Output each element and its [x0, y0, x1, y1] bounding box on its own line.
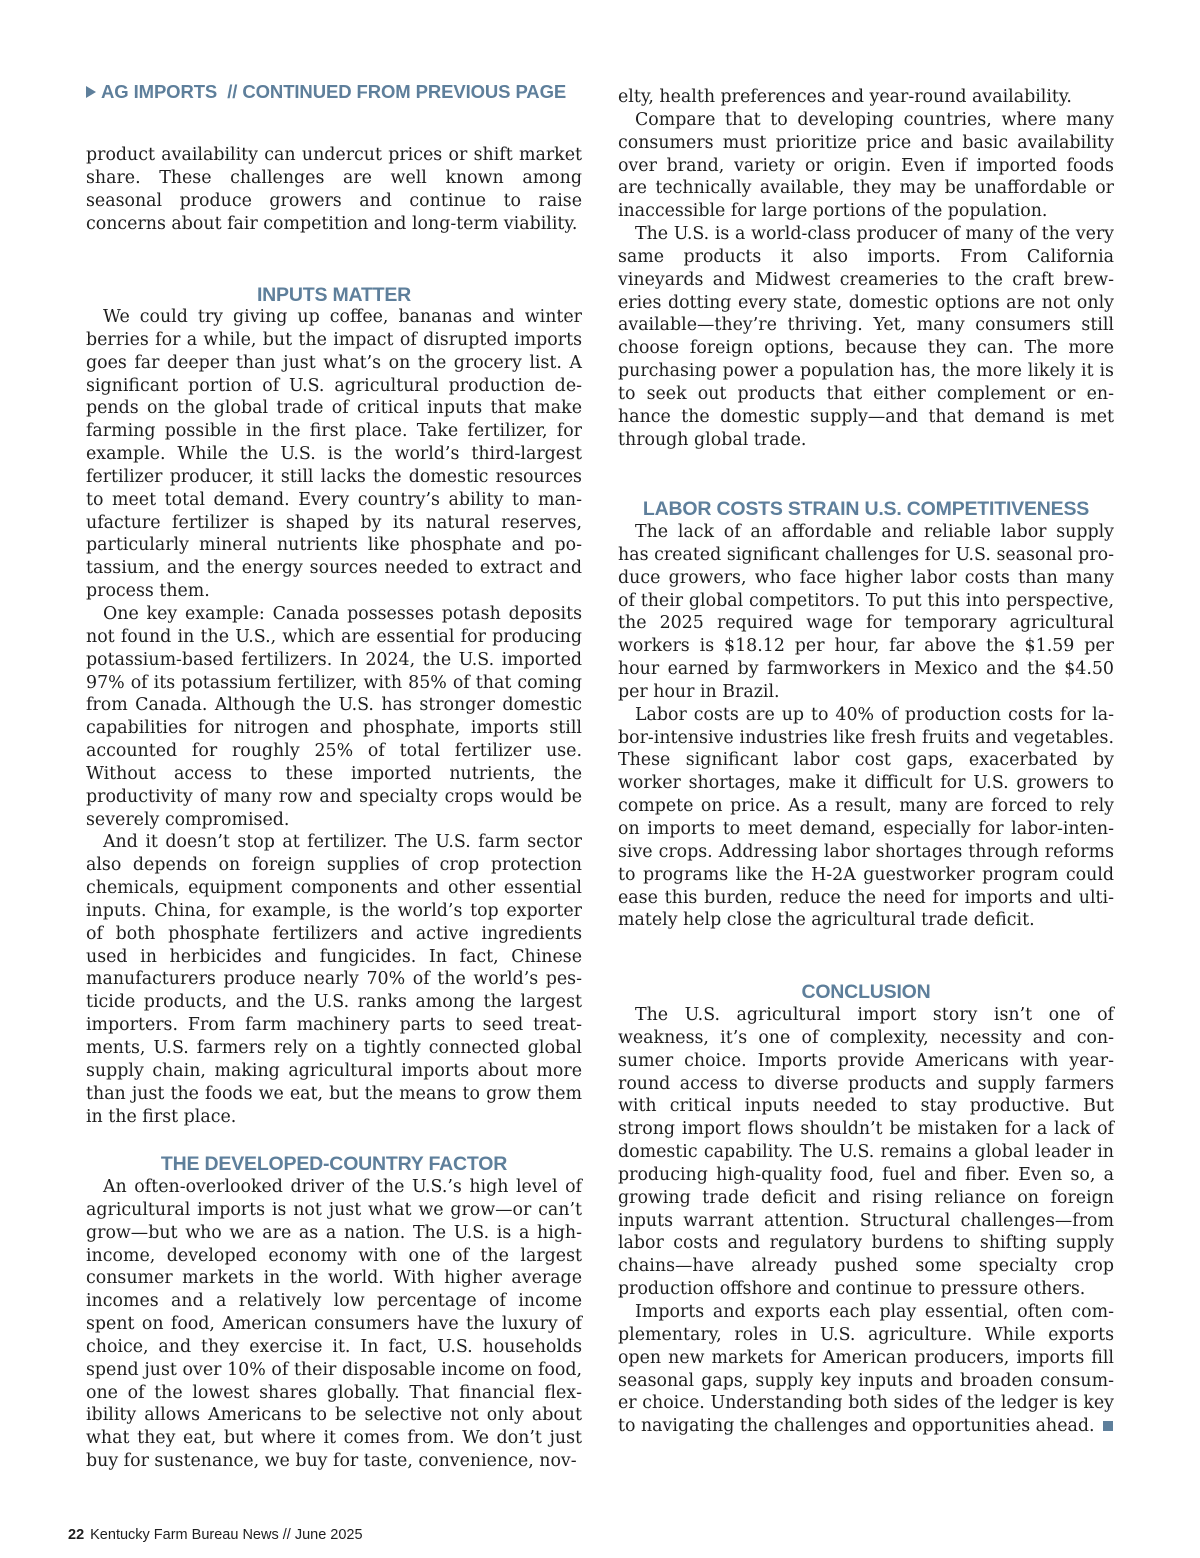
continued-header — [86, 81, 566, 103]
end-of-article-square-icon — [1103, 1421, 1113, 1431]
heading-conclusion: CONCLUSION — [801, 981, 931, 1003]
conclusion-paragraph-2-text: Imports and exports each play essential, often complementary, roles in U.S. agriculture. While exports open new markets for American producers, imports fill seasonal gaps, supply key inputs and broaden consumer choice. Understanding both sides of the ledger is key to navigating the challenges and opportunities ahead. — [618, 1301, 1114, 1437]
developed-paragraph-3: The U.S. is a world-class producer of many of the very same products it also imports. From California vineyards and Midwest creameries to the craft breweries dotting every state, domestic options are not only available—they’re thriving. Yet, many consumers still choose foreign options, because they can. The more purchasing power a population has, the more likely it is to seek out products that either complement or enhance the domestic supply—and that demand is met through global trade. — [618, 224, 1114, 450]
developed-paragraph-1-continued: elty, health preferences and year-round availability. — [618, 87, 1072, 107]
triangle-arrow-icon — [86, 86, 96, 98]
developed-body-right — [618, 86, 1114, 452]
developed-body-left — [86, 1176, 582, 1473]
inputs-paragraph-2: One key example: Canada possesses potash deposits not found in the U.S., which are essential for producing potassium-based fertilizers. In 2024, the U.S. imported 97% of its potassium fertilizer, with 85% of that coming from Canada. Although the U.S. has stronger domestic capabilities for nitrogen and phosphate, imports still accounted for roughly 25% of total fertilizer use. Without access to these imported nutrients, the productivity of many row and specialty crops would be severely compromised. — [86, 603, 582, 830]
conclusion-body — [618, 1004, 1114, 1438]
inputs-matter-body — [86, 306, 582, 1128]
conclusion-paragraph-1: The U.S. agricultural import story isn’t one of weakness, it’s one of complexity, necessity and consumer choice. Imports provide Americans with year-round access to diverse products and supply farmers with critical inputs needed to stay productive. But strong import flows shouldn’t be mistaken for a lack of domestic capability. The U.S. remains a global leader in producing high-quality food, fuel and fiber. Even so, a growing trade deficit and rising reliance on foreign inputs warrant attention. Structural challenges—from labor costs and regulatory burdens to shifting supply chains—have already pushed some specialty crop production offshore and continue to pressure others. — [618, 1005, 1114, 1300]
page-number: 22 — [68, 1527, 85, 1543]
continued-note: // CONTINUED FROM PREVIOUS PAGE — [227, 81, 567, 102]
labor-body — [618, 521, 1114, 932]
intro-paragraph: product availability can undercut prices or shift market share. These challenges are well known among seasonal produce growers and continue to raise concerns about fair competition and long-term viability. — [86, 145, 582, 234]
section-kicker: AG IMPORTS — [101, 81, 218, 102]
developed-paragraph-2: Compare that to developing countries, where many consumers must prioritize price and basic availability over brand, variety or origin. Even if imported foods are technically available, they may be unaffordable or inaccessible for large portions of the population. — [618, 109, 1114, 222]
inputs-paragraph-3: And it doesn’t stop at fertilizer. The U.S. farm sector also depends on foreign supplies of crop protection chemicals, equipment components and other essential inputs. China, for example, is the world’s top exporter of both phosphate fertilizers and active ingredients used in herbicides and fungicides. In fact, Chinese manufacturers produce nearly 70% of the world’s pesticide products, and the U.S. ranks among the largest importers. From farm machinery parts to seed treatments, U.S. farmers rely on a tightly connected global supply chain, making agricultural imports about more than just the foods we eat, but the means to grow them in the first place. — [86, 832, 582, 1127]
inputs-paragraph-1: We could try giving up coffee, bananas and winter berries for a while, but the impact of disrupted imports goes far deeper than just what’s on the grocery list. A significant portion of U.S. agricultural production depends on the global trade of critical inputs that make farming possible in the first place. Take fertilizer, for example. While the U.S. is the world’s third-largest fertilizer producer, it still lacks the domestic resources to meet total demand. Every country’s ability to manufacture fertilizer is shaped by its natural reserves, particularly mineral nutrients like phosphate and potassium, and the energy sources needed to extract and process them. — [86, 307, 582, 602]
labor-paragraph-2: Labor costs are up to 40% of production costs for labor-intensive industries like fresh fruits and vegetables. These significant labor cost gaps, exacerbated by worker shortages, make it difficult for U.S. growers to compete on price. As a result, many are forced to rely on imports to meet demand, especially for labor-intensive crops. Addressing labor shortages through reforms to programs like the H-2A guestworker program could ease this burden, reduce the need for imports and ultimately help close the agricultural trade deficit. — [618, 704, 1114, 931]
labor-paragraph-1: The lack of an affordable and reliable labor supply has created significant challenges for U.S. seasonal produce growers, who face higher labor costs than many of their global competitors. To put this into perspective, the 2025 required wage for temporary agricultural workers is $18.12 per hour, far above the $1.59 per hour earned by farmworkers in Mexico and the $4.50 per hour in Brazil. — [618, 522, 1114, 702]
heading-inputs-matter: INPUTS MATTER — [256, 284, 412, 306]
heading-developed-country: THE DEVELOPED-COUNTRY FACTOR — [160, 1153, 508, 1175]
conclusion-paragraph-2 — [618, 1301, 1114, 1438]
developed-paragraph-1: An often-overlooked driver of the U.S.’s high level of agricultural imports is not just what we grow—or can’t grow—but who we are as a nation. The U.S. is a high-income, developed economy with one of the largest consumer markets in the world. With higher average incomes and a relatively low percentage of income spent on food, American consumers have the luxury of choice, and they exercise it. In fact, U.S. households spend just over 10% of their disposable income on food, one of the lowest shares globally. That financial flexibility allows Americans to be selective not only about what they eat, but where it comes from. We don’t just buy for sustenance, we buy for taste, convenience, nov- — [86, 1177, 582, 1472]
page-footer — [68, 1527, 363, 1543]
publication-line: Kentucky Farm Bureau News // June 2025 — [90, 1527, 363, 1543]
heading-labor-costs: LABOR COSTS STRAIN U.S. COMPETITIVENESS — [642, 498, 1090, 520]
